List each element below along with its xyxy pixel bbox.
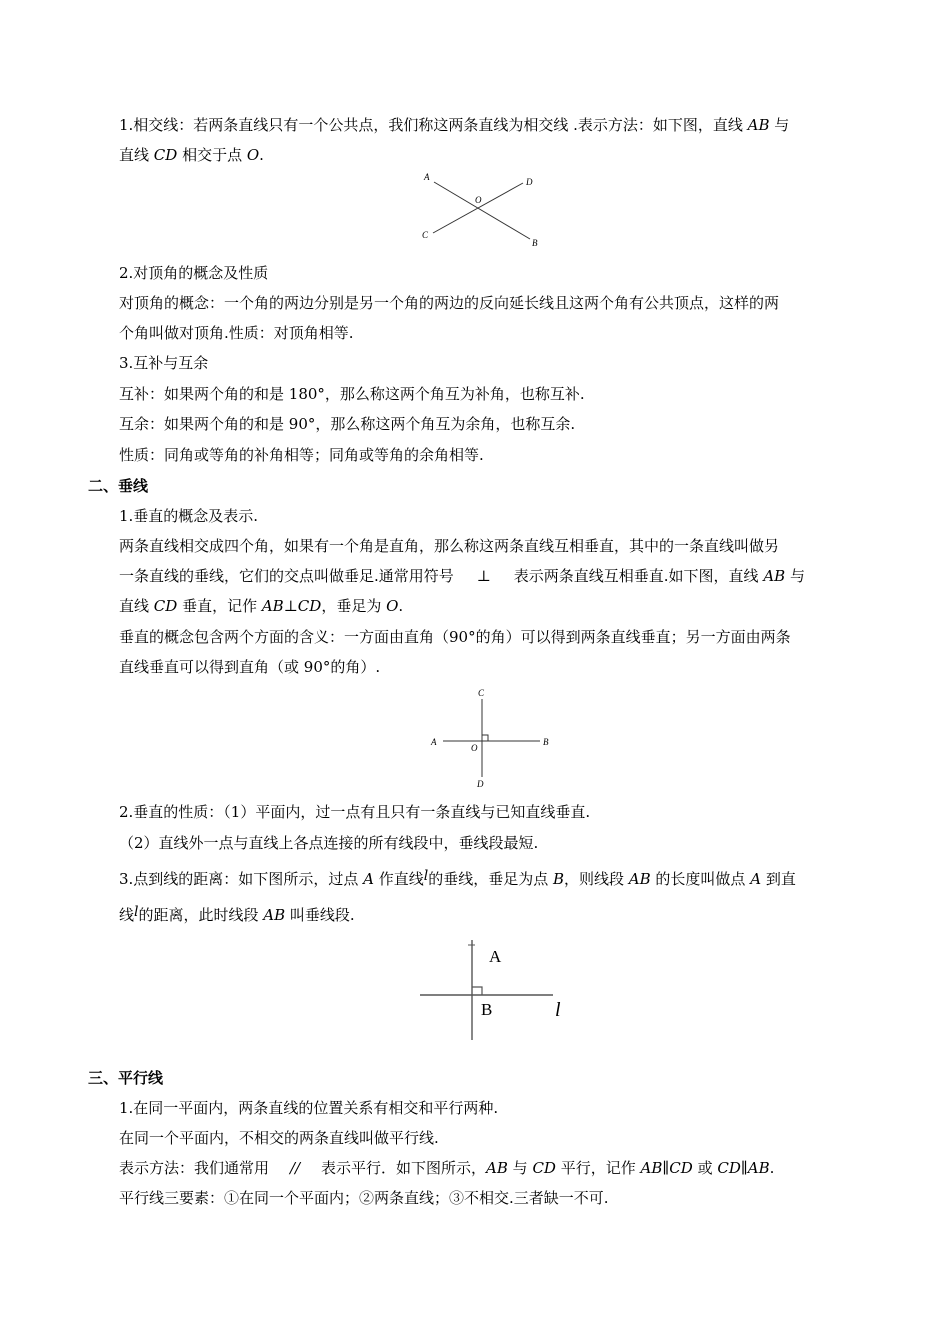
math-ab: AB: [628, 870, 651, 888]
intersecting-lines-figure: [415, 170, 545, 250]
math-cd: CD: [153, 597, 178, 615]
text: 叫垂线段.: [285, 906, 355, 924]
text: 直线: [119, 146, 154, 164]
label-o: O: [475, 195, 482, 205]
paragraph-parallel-1: 1.在同一平面内，两条直线的位置关系有相交和平行两种.: [119, 1099, 499, 1117]
label-b: B: [532, 238, 538, 248]
parallel-symbol: //: [289, 1159, 301, 1177]
paragraph-complementary: 互余：如果两个角的和是 90°，那么称这两个角互为余角，也称互余.: [119, 415, 576, 433]
text: 的长度叫做点: [650, 870, 751, 888]
paragraph-vertical-angles-title: 2.对顶角的概念及性质: [119, 264, 269, 282]
paragraph-angle-property: 性质：同角或等角的补角相等；同角或等角的余角相等.: [119, 446, 484, 464]
math-ab: AB: [747, 116, 770, 134]
right-angle-mark: [472, 987, 482, 995]
label-b: B: [543, 737, 549, 747]
text: .: [398, 597, 404, 615]
paragraph-perp-def-line1: 两条直线相交成四个角，如果有一个角是直角，那么称这两条直线互相垂直，其中的一条直线叫做另: [119, 537, 780, 555]
text: 表示平行．如下图所示，: [321, 1159, 487, 1177]
label-d: D: [526, 177, 533, 187]
text: 的垂线，垂足为点: [428, 870, 553, 888]
text: 直线: [119, 597, 154, 615]
paragraph-perp-def-line2: [119, 566, 805, 586]
text: 平行，记作: [555, 1159, 641, 1177]
text: .: [769, 1159, 775, 1177]
paragraph-vertical-angles-line1: 对顶角的概念：一个角的两边分别是另一个角的两边的反向延长线且这两个角有公共顶点，这样的两: [119, 294, 780, 312]
text: ，则线段: [564, 870, 629, 888]
paragraph-perp-title: 1.垂直的概念及表示.: [119, 507, 259, 525]
text: 线: [119, 906, 135, 924]
label-a: A: [431, 737, 437, 747]
math-ab-parallel-cd: AB∥CD: [640, 1159, 693, 1177]
line-cd: [433, 183, 523, 233]
line-ab: [434, 182, 530, 239]
paragraph-perp-property-1: 2.垂直的性质：（1）平面内，过一点有且只有一条直线与已知直线垂直.: [119, 803, 591, 821]
text: 1.相交线：若两条直线只有一个公共点，我们称这两条直线为相交线 .表示方法：如下图，直线: [119, 116, 748, 134]
math-cd: CD: [153, 146, 178, 164]
math-o: O: [246, 146, 260, 164]
label-d: D: [477, 779, 484, 789]
perp-symbol: ⊥: [476, 567, 491, 585]
paragraph-intersecting-def-line2: [119, 145, 264, 165]
math-ab-perp-cd: AB⊥CD: [261, 597, 322, 615]
text: 相交于点: [177, 146, 247, 164]
paragraph-perp-def-line3: [119, 596, 403, 616]
text: 与: [507, 1159, 533, 1177]
right-angle-mark: [482, 735, 488, 741]
math-a: A: [750, 870, 762, 888]
math-ab: AB: [486, 1159, 508, 1177]
math-cd: CD: [532, 1159, 556, 1177]
paragraph-parallel-elements: 平行线三要素：①在同一个平面内；②两条直线；③不相交.三者缺一不可.: [119, 1189, 609, 1207]
text: 到直: [761, 870, 796, 888]
math-a: A: [363, 870, 374, 888]
text: 与: [785, 567, 805, 585]
math-ab: AB: [263, 906, 286, 924]
paragraph-perp-meaning-line2: 直线垂直可以得到直角（或 90°的角）.: [119, 658, 381, 676]
paragraph-parallel-notation: [119, 1158, 774, 1178]
paragraph-distance-line2: [119, 905, 355, 926]
heading-parallel: 三、平行线: [88, 1069, 164, 1087]
text: .: [259, 146, 264, 164]
text: 或: [692, 1159, 718, 1177]
label-c: C: [422, 230, 429, 240]
label-b: B: [481, 1000, 493, 1019]
math-l: l: [423, 868, 429, 884]
math-b: B: [552, 870, 565, 888]
math-l: l: [134, 904, 139, 920]
text: 表示方法：我们通常用: [119, 1159, 270, 1177]
text: ，垂足为: [321, 597, 387, 615]
paragraph-parallel-2: 在同一个平面内，不相交的两条直线叫做平行线.: [119, 1129, 439, 1147]
paragraph-vertical-angles-line2: 个角叫做对顶角.性质：对顶角相等.: [119, 324, 354, 342]
text: 作直线: [373, 870, 424, 888]
paragraph-distance-line1: [119, 869, 796, 890]
perpendicular-lines-figure: [420, 685, 560, 795]
paragraph-supplementary: 互补：如果两个角的和是 180°，那么称这两个角互为补角，也称互补.: [119, 385, 585, 403]
text: 的距离，此时线段: [138, 906, 264, 924]
math-cd-parallel-ab: CD∥AB: [717, 1159, 770, 1177]
label-l: l: [555, 999, 561, 1021]
text: 表示两条直线互相垂直.如下图，直线: [513, 567, 764, 585]
paragraph-supplement-title: 3.互补与互余: [119, 354, 209, 372]
label-a: A: [489, 947, 502, 966]
paragraph-intersecting-def-line1: [119, 115, 789, 135]
text: 3.点到线的距离：如下图所示，过点: [119, 870, 364, 888]
math-ab: AB: [763, 567, 786, 585]
label-a: A: [424, 172, 430, 182]
paragraph-perp-property-2: （2）直线外一点与直线上各点连接的所有线段中，垂线段最短.: [119, 834, 539, 852]
paragraph-perp-meaning-line1: 垂直的概念包含两个方面的含义：一方面由直角（90°的角）可以得到两条直线垂直；另一方面由两条: [119, 628, 791, 646]
label-o: O: [471, 743, 478, 753]
math-o: O: [386, 597, 399, 615]
heading-perpendicular: 二、垂线: [88, 477, 149, 495]
text: 与: [769, 116, 790, 134]
text: 一条直线的垂线，它们的交点叫做垂足.通常用符号: [119, 567, 454, 585]
label-c: C: [478, 688, 485, 698]
point-line-distance-figure: [415, 935, 575, 1045]
text: 垂直，记作: [177, 597, 262, 615]
